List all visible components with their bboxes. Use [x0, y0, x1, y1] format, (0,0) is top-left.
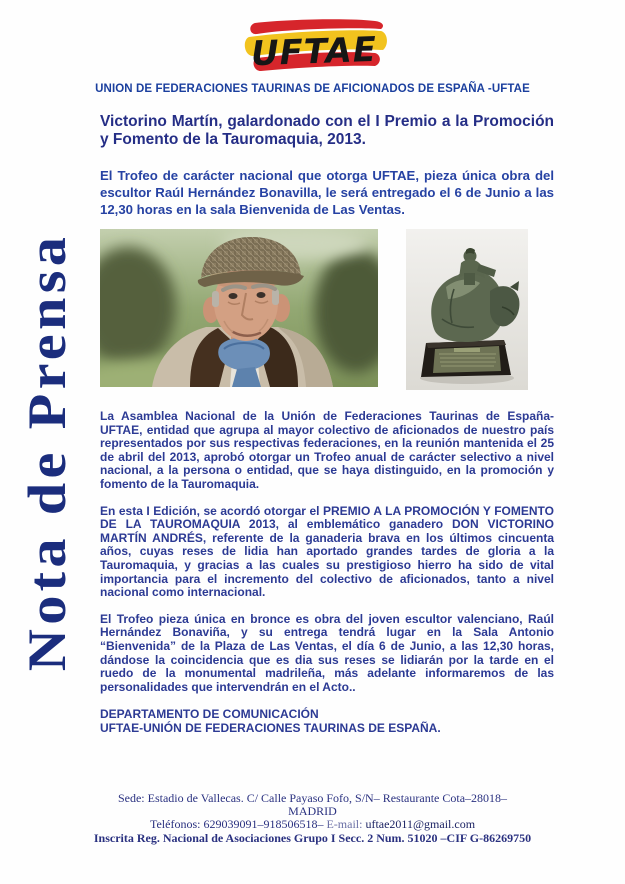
uftae-logo: [235, 10, 393, 78]
sideburn-right: [272, 289, 279, 305]
right-eye: [257, 292, 266, 298]
footer-phones: Teléfonos: 629039091–918506518–: [149, 817, 327, 831]
uftae-flag-logo-graphic: [235, 10, 393, 78]
plaque-title-smudge: [454, 348, 480, 352]
footer: [0, 792, 625, 845]
headline: Victorino Martín, galardonado con el I Premio a la Promoción y Fomento de la Tauromaquia, 2013.: [100, 113, 554, 149]
org-name-line: UNION DE FEDERACIONES TAURINAS DE AFICIONADOS DE ESPAÑA -UFTAE: [95, 83, 530, 95]
victorino-martin-portrait-photo: [100, 229, 378, 387]
left-eye: [229, 293, 238, 299]
main-content: [100, 113, 554, 735]
logo-text: UFTAE: [250, 29, 378, 75]
matador-waist: [464, 273, 475, 285]
department-line-2: UFTAE-UNIÓN DE FEDERACIONES TAURINAS DE ESPAÑA.: [100, 721, 441, 736]
photo-row: [100, 229, 554, 390]
footer-address: Sede: Estadio de Vallecas. C/ Calle Payaso Fofo, S/N– Restaurante Cota–28018–: [117, 791, 508, 805]
subheadline: El Trofeo de carácter nacional que otorga UFTAE, pieza única obra del escultor Raúl Hernández Bonavilla, le será entregado el 6 de Junio a las 12,30 horas en la sala Bienvenida de Las Ventas.: [100, 167, 554, 217]
nota-de-prensa-vertical-title: Nota de Prensa: [17, 232, 77, 672]
footer-city: MADRID: [288, 804, 337, 818]
bronze-trophy-sculpture-photo: [406, 229, 528, 390]
paragraph-premio-otorgado: En esta I Edición, se acordó otorgar el PREMIO A LA PROMOCIÓN Y FOMENTO DE LA TAUROMAQUIA 2013, al emblemático ganadero DON VICTORINO MARTÍN ANDRÉS, referente de la ganaderia brava en los últimos cincuenta años, cuyas reses de lidia han aportado grandes tardes de gloria a la Tauromaquia, y gracias a las cuales su prestigioso hierro ha sido de vital importancia para el incremento del colectivo de aficionados, tanto a nivel nacional como internacional.: [100, 503, 554, 600]
department-line-1: DEPARTAMENTO DE COMUNICACIÓN: [100, 707, 319, 722]
paragraph-trofeo-entrega: El Trofeo pieza única en bronce es obra del joven escultor valenciano, Raúl Hernández Bonaviña, y su entrega tendrá lugar en la Sala Antonio “Bienvenida” de la Plaza de Las Ventas, el día 6 de Junio, a las 12,30 horas, dándose la coincidencia que es dia sus reses se lidiarán por la tarde en el ruedo de la monumental madrileña, más adelante informaremos de las personalidades que intervendrán en el Acto..: [100, 611, 554, 694]
footer-contact-line: [0, 818, 625, 831]
paragraph-asamblea-nacional: La Asamblea Nacional de la Unión de Federaciones Taurinas de España-UFTAE, entidad que agrupa al mayor colectivo de aficionados de nuestro país representados por sus respectivas federaciones, en la reunión mantenida el 25 de abril del 2013, aprobó otorgar un Trofeo anual de carácter selectivo a nivel nacional, a la persona o entidad, que se haya distinguido, en la promoción y fomento de la Tauromaquia.: [100, 409, 554, 491]
footer-email: uftae2011@gmail.com: [365, 817, 476, 831]
footer-registry: Inscrita Reg. Nacional de Asociaciones Grupo I Secc. 2 Num. 51020 –CIF G-86269750: [93, 831, 532, 845]
department-signature-block: [100, 707, 554, 735]
sideburn-left: [212, 291, 219, 307]
footer-email-label: E-mail:: [326, 817, 366, 831]
